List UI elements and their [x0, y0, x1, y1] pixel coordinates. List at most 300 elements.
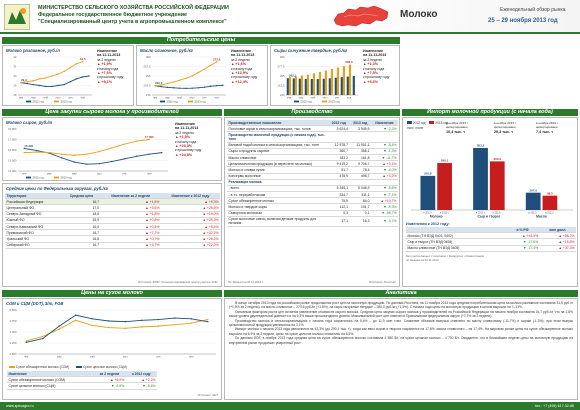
org-line-3: "Специализированный центр учета в агропромышленном комплексе": [38, 19, 227, 25]
bar: [337, 68, 339, 95]
change-value: +10,7%: [384, 198, 397, 203]
value-2013-cell: 356,1: [349, 148, 371, 154]
data-point: [59, 325, 60, 326]
indicator-cell: Сухое молочные смеси, включая детские продукты для питания: [227, 216, 328, 226]
indicator-cell: Реализация молока: [227, 179, 328, 185]
data-point: [86, 154, 87, 155]
change-value: +1,5%: [179, 135, 190, 140]
change-value: +24,8%: [179, 152, 193, 157]
change-value: +25,5%: [206, 205, 219, 210]
data-point: [27, 83, 28, 84]
category-label: Сыр и творог: [477, 214, 501, 219]
up-arrow-icon: ▲: [558, 233, 562, 238]
data-point: [173, 81, 174, 82]
data-point: [111, 147, 112, 148]
value-2012-cell: 9 419,2: [328, 161, 350, 167]
change-value: -17,4%: [527, 246, 539, 251]
price-cell: 16,7: [62, 230, 100, 236]
value-2012-cell: 75,9: [328, 198, 350, 204]
y-tick-label: 265: [279, 74, 285, 78]
change-label: к прошлому году: [231, 75, 258, 80]
value-2013-cell: 78,4: [349, 167, 371, 173]
change-value: +3,1%: [386, 161, 397, 166]
up-arrow-icon: ▲: [145, 218, 149, 223]
bar: [289, 77, 291, 95]
price-cell: 17,0: [62, 205, 100, 211]
table-row: [5, 242, 220, 248]
up-arrow-icon: ▲: [204, 224, 208, 229]
note-text: в ноябре 2013 г. импортировано: [536, 121, 559, 130]
data-label: 31,5: [79, 57, 86, 62]
data-point: [167, 83, 168, 84]
x-tick-label: янв: [18, 96, 24, 100]
legend-swatch: [160, 101, 165, 103]
data-point: [136, 156, 137, 157]
data-point: [174, 324, 175, 325]
analytics-panel: [224, 298, 578, 400]
change-value: +0,7%: [149, 236, 160, 241]
data-point: [174, 317, 175, 318]
value-2013-cell: 101,7: [349, 204, 371, 210]
legend-swatch: [188, 101, 193, 103]
data-point: [207, 321, 208, 322]
indicator-cell: Сыры и продукты сырные: [227, 148, 328, 154]
change-label: к началу года: [175, 139, 197, 144]
x-tick-label: июл: [322, 96, 328, 100]
y-tick-label: 280: [145, 55, 151, 59]
data-point: [108, 327, 109, 328]
data-point: [185, 88, 186, 89]
change-value: +0,8%: [149, 218, 160, 223]
change-value: +3,7%: [149, 243, 160, 248]
section-purchase-prices: Цена закупки сырого молока у производителей: [2, 109, 222, 116]
change-value: +32,2%: [206, 230, 219, 235]
bar: [293, 78, 295, 95]
section-consumer-prices: Потребительские цены: [2, 37, 400, 44]
org-line-2: Федеральное государственное бюджетное учреждение: [38, 12, 188, 18]
change-value: +6,9%: [114, 377, 125, 382]
source-note: Источник: GDT: [197, 393, 218, 397]
change-value: +86,2%: [562, 233, 575, 238]
territory-cell: Уральский ФО: [5, 236, 62, 242]
change-value: +6,6%: [367, 79, 378, 84]
x-tick-label: мар: [165, 96, 170, 100]
bar: [325, 70, 327, 95]
y-tick-label: 5 500: [9, 308, 17, 312]
up-arrow-icon: ▲: [558, 239, 562, 244]
x-tick-label: май: [71, 172, 77, 176]
data-point: [49, 152, 50, 153]
legend-label: Сухое обезжиренное молоко (СОМ): [15, 365, 70, 369]
indicator-cell: Консервы молочные: [227, 173, 328, 179]
data-point: [64, 84, 65, 85]
bar-tag: в 2013 г.: [440, 211, 450, 215]
import-y-unit: тыс. тонн: [407, 126, 424, 130]
price-cell: 16,7: [62, 242, 100, 248]
down-arrow-icon: ▼: [110, 383, 115, 388]
production-date-note: По данным на 01.11.2013 г.: [228, 280, 264, 284]
x-tick-label: мар: [298, 96, 304, 100]
cheese-bar-chart: [273, 54, 361, 104]
legend-label: 2012 год: [32, 175, 44, 180]
usd-change-cell: [540, 245, 576, 251]
data-point: [57, 85, 58, 86]
x-tick-label: ноя: [346, 96, 352, 100]
up-arrow-icon: ▲: [97, 79, 101, 84]
note-value: 29,3 тыс. т: [494, 129, 514, 134]
y-tick-label: 31: [13, 64, 17, 69]
up-arrow-icon: ▲: [110, 377, 114, 382]
x-tick-label: июл: [55, 96, 61, 100]
bar-tag: в 2013 г.: [545, 211, 555, 215]
value-2012-cell: 12 578,7: [328, 142, 350, 148]
data-point: [39, 78, 40, 79]
bar: [329, 78, 331, 95]
down-arrow-icon: ▼: [381, 155, 386, 160]
data-point: [173, 87, 174, 88]
value-2012-cell: 478,9: [328, 173, 350, 179]
x-tick-label: май: [43, 96, 49, 100]
column-header: Изменение: [371, 120, 398, 126]
data-point: [204, 68, 205, 69]
data-point: [27, 81, 28, 82]
butter-line-chart: [139, 54, 229, 104]
import-foot-note: Без учета данных о торговле с Беларусью и Казахстаном: [406, 253, 484, 258]
bar: [420, 176, 435, 210]
down-arrow-icon: ▼: [383, 167, 387, 172]
up-arrow-icon: ▲: [145, 236, 149, 241]
year-change-cell: [126, 383, 157, 389]
import-bar-chart: [405, 138, 577, 220]
change-value: +1,8%: [149, 212, 160, 217]
dry-milk-panel: [2, 298, 222, 400]
value-2013-cell: 0,1: [349, 210, 371, 216]
column-header: за 2 недели: [93, 371, 126, 377]
y-tick-label: 15 000: [7, 148, 17, 152]
data-point: [61, 157, 62, 158]
x-tick-label: июл: [122, 355, 128, 359]
change-value: +8,4%: [208, 224, 219, 229]
y-tick-label: 242,5: [143, 83, 151, 88]
column-header: Изменение: [7, 371, 93, 377]
data-point: [204, 86, 205, 87]
bar-tag: в 2012 г.: [528, 211, 538, 215]
legend-label: 2012 год: [412, 121, 426, 125]
data-label: 210,8: [424, 171, 432, 176]
category-label: Молоко: [429, 214, 443, 219]
data-point: [179, 79, 180, 80]
value-2013-cell: 84,0: [349, 198, 371, 204]
data-point: [82, 61, 83, 62]
data-point: [185, 78, 186, 79]
up-arrow-icon: ▲: [363, 71, 367, 76]
territory-cell: Южный ФО: [5, 217, 62, 223]
change-value: +23,3%: [179, 144, 193, 149]
up-arrow-icon: ▲: [231, 62, 235, 67]
data-point: [86, 163, 87, 164]
data-point: [51, 75, 52, 76]
column-header: 2012 год: [328, 120, 350, 126]
change-value: +8,1%: [101, 79, 112, 84]
cheese-price-panel: [270, 45, 400, 106]
column-header: млн долл.: [540, 227, 576, 233]
column-header: Изменение к 2012 году: [161, 193, 220, 199]
data-point: [191, 323, 192, 324]
value-2013-cell: [349, 132, 371, 142]
import-change-body: [406, 233, 576, 252]
change-value: +1,9%: [101, 62, 112, 67]
up-arrow-icon: ▲: [231, 79, 235, 84]
price-cell: 15,9: [62, 217, 100, 223]
org-line-1: МИНИСТЕРСТВО СЕЛЬСКОГО ХОЗЯЙСТВА РОССИЙСКОЙ ФЕДЕРАЦИИ: [38, 5, 229, 11]
bar: [287, 78, 289, 95]
data-point: [26, 342, 27, 343]
price-cell: 16,4: [62, 223, 100, 229]
price-cell: 18,5: [62, 211, 100, 217]
data-point: [136, 140, 137, 141]
product-cell: Масло сливочное (ТН ВЭД 0405): [406, 245, 505, 251]
data-point: [179, 87, 180, 88]
y-tick-label: 28: [13, 93, 17, 97]
change-value: -11,7%: [386, 155, 397, 160]
y-tick-label: 255: [145, 74, 151, 78]
value-2012-cell: 0,3: [328, 210, 350, 216]
table-row: [227, 132, 398, 142]
up-arrow-icon: ▲: [145, 205, 149, 210]
butter-change-box: [231, 49, 268, 84]
data-label: 300,3: [493, 156, 502, 161]
legend-label: Сухое цельное молоко (СЦМ): [82, 365, 127, 369]
value-2012-cell: 183,2: [328, 154, 350, 160]
data-point: [76, 78, 77, 79]
data-point: [222, 85, 223, 86]
data-label: 17 000: [144, 134, 154, 139]
x-tick-label: июл: [189, 96, 195, 100]
page-title: Молоко: [400, 9, 438, 20]
legend-swatch: [54, 101, 59, 103]
change-label: к началу года: [231, 66, 253, 71]
change-value: +2,2%: [145, 377, 156, 382]
bar: [319, 72, 321, 95]
raw-milk-line-chart: [5, 126, 171, 180]
x-tick-label: мар: [46, 172, 52, 176]
note-text: в ноябре 2013 г. импортировано: [494, 121, 517, 130]
data-point: [57, 73, 58, 74]
down-arrow-icon: ▼: [383, 205, 387, 210]
up-arrow-icon: ▲: [175, 144, 179, 149]
footer-site-link[interactable]: www.specagro.ru: [6, 404, 34, 408]
y-tick-label: 19 000: [7, 127, 17, 131]
bar: [343, 66, 345, 95]
bar: [301, 76, 303, 95]
bar: [335, 78, 337, 95]
change-cell: [371, 216, 398, 226]
down-arrow-icon: ▼: [383, 143, 387, 148]
down-arrow-icon: ▼: [142, 383, 146, 388]
legend-label: 2013 год: [60, 175, 72, 180]
bar-tag: в 2012 г.: [423, 211, 433, 215]
x-tick-label: янв: [24, 355, 29, 359]
y-tick-label: 17 000: [7, 137, 17, 142]
data-label: 383,2: [476, 143, 485, 148]
value-2012-cell: [328, 132, 350, 142]
panel-title: Молоко сырое, руб./т: [6, 120, 53, 125]
legend-swatch: [54, 177, 59, 179]
note-value: 10,4 тыс. т: [446, 129, 466, 134]
change-value: -7,1%: [387, 192, 397, 197]
x-tick-label: ноя: [80, 96, 85, 100]
analytics-paragraph: Основным фактором роста цен остается увеличение стоимости сырого молока. Средняя цена закупки сырого молока у производителей по Российской Федерации на начало ноября составила 16,7 руб./кг, что на 1,8% выше уровня двухнедельной давности и на 9,3% выше прошлогоднего уровня. Максимальный рост цен отмечен в Приволжском федеральном округе (+7,7% за 2 недели).: [229, 309, 573, 319]
data-point: [207, 319, 208, 320]
down-arrow-icon: ▼: [383, 186, 387, 191]
indicator-cell: Сыворотка молочная: [227, 210, 328, 216]
section-production: Производство: [224, 109, 400, 116]
up-arrow-icon: ▲: [558, 246, 562, 251]
milk-price-panel: [2, 45, 134, 106]
data-label: 280,0: [345, 60, 353, 64]
x-tick-label: сен: [202, 96, 207, 100]
x-tick-label: мар: [31, 96, 36, 100]
data-point: [158, 325, 159, 326]
value-2012-cell: 5 345,1: [328, 185, 350, 191]
up-arrow-icon: ▲: [202, 212, 206, 217]
up-arrow-icon: ▲: [145, 224, 149, 229]
legend-swatch-2012: [407, 121, 412, 124]
data-label: 290,1: [440, 158, 449, 163]
data-point: [51, 86, 52, 87]
change-value: +37,3%: [562, 246, 575, 251]
bar: [526, 193, 541, 210]
change-label: к прошлому году: [363, 75, 390, 80]
panel-title: СОМ и СЦМ (DDT), $/т, FOB: [6, 301, 64, 306]
panel-title: Сыры сычужные твердые, руб./кг: [274, 48, 348, 53]
data-point: [141, 326, 142, 327]
value-2012-cell: 360,7: [328, 148, 350, 154]
analytics-paragraph: В конце октября 2013 года на российском рынке продолжился рост цен на молочную продукцию. По данным Росстата, на 11 ноября 2013 года средняя потребительская цена на молоко разливное составила 31,5 руб./л (+1,9% за 2 недели), на масло сливочное – 273,6 руб./кг (+1,6%), на сыры сычужные твердые – 280,0 руб./кг (+1,3%). С начала года цены на молочную продукцию в целом выросли на 7–13%.: [229, 301, 573, 310]
y-tick-label: 252,5: [277, 83, 285, 88]
change-value: -2,2%: [387, 126, 397, 131]
down-arrow-icon: ▼: [381, 211, 385, 216]
indicator-cell: Масло сливочное: [227, 154, 328, 160]
data-point: [88, 75, 89, 76]
territory-cell: Северо-Кавказский ФО: [5, 223, 62, 229]
data-point: [45, 77, 46, 78]
y-tick-label: 29: [13, 83, 17, 88]
change-value: +43,3%: [526, 233, 539, 238]
series-line: [155, 62, 217, 86]
change-label: к началу года: [363, 66, 385, 71]
indicator-cell: Сухое обезжиренное молоко: [227, 198, 328, 204]
y-tick-label: 3 250: [9, 341, 17, 345]
x-tick-label: май: [310, 96, 316, 100]
down-arrow-icon: ▼: [523, 246, 527, 251]
value-2013-cell: 9 706,7: [349, 161, 371, 167]
up-arrow-icon: ▲: [145, 212, 149, 217]
data-point: [125, 321, 126, 322]
column-header: к 2012 году: [126, 371, 157, 377]
x-tick-label: сен: [156, 355, 161, 359]
price-cell: 16,8: [62, 236, 100, 242]
change-value: -5,5%: [146, 383, 156, 388]
logo: [4, 4, 30, 30]
series-line: [24, 148, 162, 164]
change-value: -5,6%: [387, 186, 397, 191]
indicator-cell: - всего: [227, 185, 328, 191]
changes-title: Изменения к 2012 году:: [406, 222, 450, 226]
value-2013-cell: 16,3: [349, 216, 371, 226]
indicator-cell: Валовой надой молока в сельхозорганизациях, тыс. тонн: [227, 142, 328, 148]
x-tick-label: янв: [152, 96, 158, 100]
legend-label: 2012 год: [166, 99, 178, 104]
up-arrow-icon: ▲: [97, 71, 101, 76]
change-value: +1,3%: [367, 62, 378, 67]
change-date: на 11.11.2013: [97, 53, 121, 58]
up-arrow-icon: ▲: [175, 152, 179, 157]
data-point: [149, 154, 150, 155]
x-tick-label: ноя: [189, 355, 194, 359]
column-header: Изменение за 2 недели: [101, 193, 161, 199]
data-point: [124, 158, 125, 159]
value-2013-cell: 161,8: [349, 154, 371, 160]
data-point: [191, 318, 192, 319]
legend-label: 2013 год: [328, 99, 340, 104]
data-point: [210, 86, 211, 87]
data-point: [33, 84, 34, 85]
data-label: 88,5: [547, 191, 553, 196]
data-point: [59, 328, 60, 329]
raw-change-box: [175, 122, 221, 157]
value-2013-cell: 11 901,1: [349, 142, 371, 148]
product-cell: Сыр и творог (ТН ВЭД 0406): [406, 239, 505, 245]
change-title: Изменение: [97, 49, 117, 53]
legend-label: 2012 год: [300, 99, 312, 104]
y-tick-label: 290: [279, 55, 285, 59]
change-label: за 2 недели: [363, 57, 382, 62]
change-label: к прошлому году: [97, 75, 124, 80]
product-cell: Молоко (ТН ВЭД 0401, 0402): [406, 233, 505, 239]
bar: [473, 148, 488, 210]
panel-title: Масло сливочное, руб./кг: [140, 48, 194, 53]
change-value: +1,6%: [235, 62, 246, 67]
up-arrow-icon: ▲: [141, 377, 145, 382]
bar: [305, 79, 307, 95]
change-value: +12,9%: [235, 71, 249, 76]
data-label: 262,1: [289, 73, 297, 78]
x-tick-label: май: [89, 355, 95, 359]
raw-milk-panel: [2, 117, 222, 181]
change-value: +25,3%: [206, 218, 219, 223]
data-point: [42, 336, 43, 337]
russia-map-icon: [330, 2, 392, 32]
section-import: Импорт молочной продукции (с начала года): [402, 109, 578, 116]
product-cell: Сухое обезжиренное молоко (СОМ): [7, 377, 93, 383]
data-point: [198, 87, 199, 88]
week-change-cell: [101, 242, 161, 248]
up-arrow-icon: ▲: [145, 230, 149, 235]
data-point: [111, 161, 112, 162]
x-tick-label: мар: [56, 355, 62, 359]
report-type: Еженедельный обзор рынка: [500, 7, 566, 13]
panel-title: Молоко разливное, руб./л: [6, 48, 60, 53]
price-cell: 16,7: [62, 199, 100, 205]
value-2013-cell: 498,7: [349, 173, 371, 179]
data-point: [99, 163, 100, 164]
dry-milk-legend: [9, 365, 127, 369]
data-point: [161, 152, 162, 153]
year-change-cell: [161, 242, 220, 248]
change-date: на 11.11.2013: [175, 126, 199, 131]
change-label: за 2 недели: [175, 130, 194, 135]
